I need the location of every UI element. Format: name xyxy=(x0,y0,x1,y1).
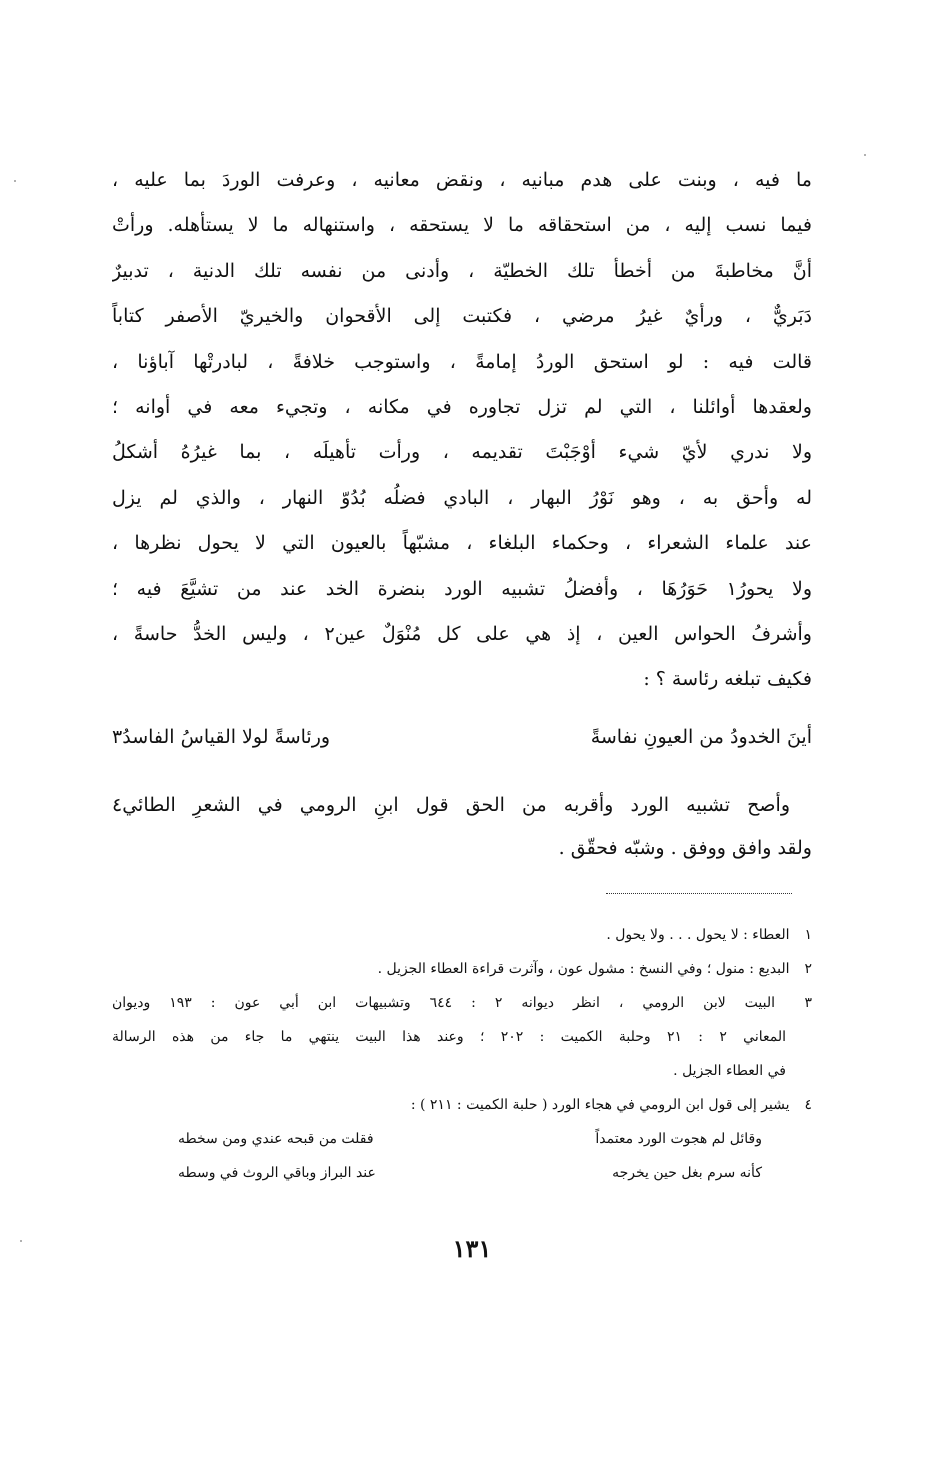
footnote-text: يشير إلى قول ابن الرومي في هجاء الورد ( حلبة الكميت : ٢١١ ) : xyxy=(410,1097,790,1113)
poem-second-hemistich: عند البراز وباقي الروث في وسطه xyxy=(178,1165,376,1181)
verse-second-hemistich: ورئاسةً لولا القياسُ الفاسدُ٣ xyxy=(112,726,331,748)
poem-first-hemistich: وقائل لم هجوت الورد معتمداً xyxy=(595,1131,762,1147)
text-line: ولقد وافق ووفق . وشبّه فحقّق . xyxy=(558,837,812,859)
footnote-separator xyxy=(606,893,792,894)
footnote-number: ٢ xyxy=(804,961,812,977)
text-line: ولعقدها أوائلنا ، التي لم تزل تجاوره في مكانه ، وتجيء معه في أوانه ؛ xyxy=(112,395,812,418)
poetry-verse xyxy=(112,720,812,764)
text-line: أنَّ مخاطبةَ من أخطأ تلك الخطيّة ، وأدنى من نفسه تلك الدنية ، تدبيرٌ xyxy=(112,259,812,282)
footnote-text: العطاء : لا يحول . . . ولا يحول . xyxy=(606,927,790,943)
footnotes xyxy=(112,918,812,1190)
footnote-item xyxy=(112,918,812,952)
footnote-text: في العطاء الجزيل . xyxy=(673,1063,786,1079)
footnote-text: البديع : منول ؛ وفي النسخ : مشول عون ، وآثرت قراءة العطاء الجزيل . xyxy=(377,961,790,977)
text-line: ولا يحورُ١ حَوَرُهَا ، وأفضلُ تشبيه الورد بنضرة الخد عند من تشيَّعَ فيه ؛ xyxy=(112,577,812,600)
footnote-poem-line xyxy=(112,1156,812,1190)
footnote-text: المعاني ٢ : ٢١ وحلبة الكميت : ٢٠٢ ؛ وعند هذا البيت ينتهي ما جاء من هذه الرسالة xyxy=(112,1029,786,1045)
footnote-continuation xyxy=(112,1054,812,1088)
main-paragraph xyxy=(112,158,812,703)
footnote-number: ١ xyxy=(804,927,812,943)
text-line: وأشرفُ الحواس العين ، إذ هي على كل مُنْوَلٌ عين٢ ، وليس الخدُّ حاسةً ، xyxy=(112,622,812,645)
text-line: فيما نسب إليه ، من استحقاقه ما لا يستحقه ، واستنهاله ما لا يستأهله. ورأتْ xyxy=(112,214,812,237)
footnote-number: ٣ xyxy=(804,995,812,1011)
footnote-poem-line xyxy=(112,1122,812,1156)
footnote-text: البيت لابن الرومي ، انظر ديوانه ٢ : ٦٤٤ وتشبيهات ابن أبي عون : ١٩٣ وديوان xyxy=(112,995,776,1011)
text-line: دَبَريٌّ ، ورأيٌ غيرُ مرضي ، فكتبت إلى الأقحوان والخيريّ الأصفر كتاباً xyxy=(112,305,812,328)
text-line: قالت فيه : لو استحق الوردُ إمامةً ، واستوجب خلافةً ، لبادرتْها آباؤنا ، xyxy=(112,350,812,373)
text-line: ما فيه ، وبنت على هدم مبانيه ، ونقض معانيه ، وعرفت الوردَ بما عليه ، xyxy=(112,169,812,191)
footnote-item xyxy=(112,986,812,1020)
poem-second-hemistich: فقلت من قبحه عندي ومن سخطه xyxy=(178,1131,374,1147)
footnote-item xyxy=(112,952,812,986)
verse-first-hemistich: أينَ الخدودُ من العيونِ نفاسةً xyxy=(590,726,812,748)
text-line: عند علماء الشعراء ، وحكماء البلغاء ، مشبّهاً بالعيون التي لا يحول نظرها ، xyxy=(112,532,812,555)
scan-speck xyxy=(14,180,16,182)
footnote-continuation xyxy=(112,1020,812,1054)
text-line: ولا ندري لأيّ شيء أوْجَبْتَ تقديمه ، ورأت تأهيلَه ، بما غيرُهُ أشكلُ xyxy=(112,441,812,464)
text-line: فكيف تبلغه رئاسة ؟ : xyxy=(643,668,812,691)
text-line: له وأحق به ، وهو نَوْرُ البهار ، البادي فضلُه بُدُوّ النهار ، والذي لم يزل xyxy=(112,486,812,509)
scan-speck xyxy=(20,1240,22,1242)
footnote-item xyxy=(112,1088,812,1122)
scan-speck xyxy=(864,154,866,156)
page-number: ١٣١ xyxy=(452,1234,492,1263)
text-line: وأصح تشبيه الورد وأقربه من الحق قول ابنِ الرومي في الشعرِ الطائي٤ xyxy=(112,794,790,816)
footnote-number: ٤ xyxy=(804,1097,812,1113)
poem-first-hemistich: كأنه سرم بغل حين يخرجه xyxy=(612,1165,762,1181)
second-paragraph xyxy=(112,784,812,870)
